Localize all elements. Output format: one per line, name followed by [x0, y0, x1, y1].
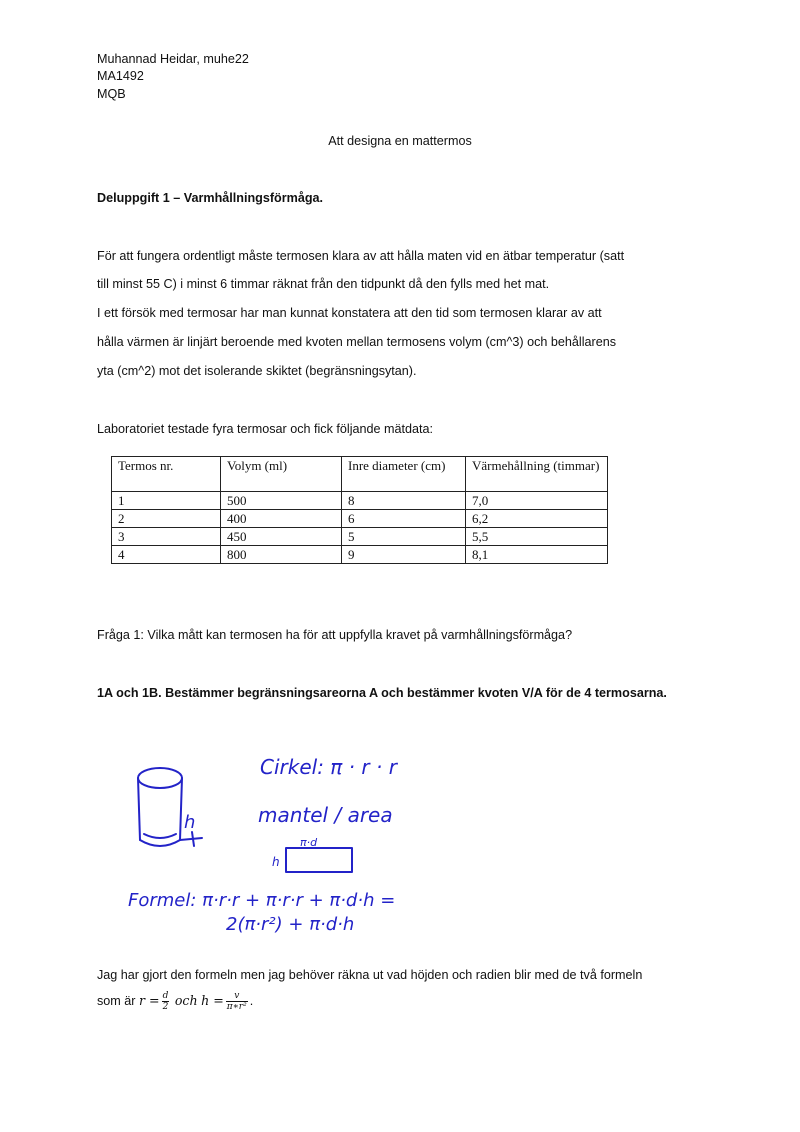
measurement-table — [111, 456, 608, 564]
handwritten-sketch — [110, 742, 500, 942]
intro-line: yta (cm^2) mot det isolerande skiktet (begränsningsytan). — [97, 364, 417, 378]
subtask-heading: Deluppgift 1 – Varmhållningsförmåga. — [97, 191, 324, 205]
och-word: och — [174, 993, 198, 1008]
cylinder-height-label: h — [184, 812, 196, 833]
table-cell: 450 — [221, 528, 342, 546]
table-cell: 6,2 — [466, 510, 608, 528]
table-cell: 5 — [342, 528, 466, 546]
height-numerator: v — [226, 991, 248, 1002]
author-line: Muhannad Heidar, muhe22 — [97, 52, 249, 66]
rectangle-side-label: h — [272, 855, 280, 869]
radius-denominator: 2 — [162, 1002, 169, 1013]
conclusion-line: Jag har gjort den formeln men jag behöver räkna ut vad höjden och radien blir med de två formeln — [97, 968, 643, 982]
table-cell: 9 — [342, 546, 466, 564]
column-header: Volym (ml) — [221, 457, 342, 492]
height-denominator: π∗r² — [226, 1002, 247, 1013]
table-cell: 5,5 — [466, 528, 608, 546]
intro-line: hålla värmen är linjärt beroende med kvoten mellan termosens volym (cm^3) och behållarens — [97, 335, 616, 349]
question-1: Fråga 1: Vilka mått kan termosen ha för att uppfylla kravet på varmhållningsförmåga? — [97, 628, 573, 642]
handwritten-mantel-area: mantel / area — [258, 803, 393, 827]
lab-intro: Laboratoriet testade fyra termosar och fick följande mätdata: — [97, 422, 434, 436]
table-row — [112, 492, 608, 510]
handwritten-circle-formula: Cirkel: π · r · r — [260, 755, 397, 779]
rectangle-top-label: π·d — [300, 836, 318, 849]
intro-line: I ett försök med termosar har man kunnat konstatera att den tid som termosen klarar av att — [97, 306, 602, 320]
table-cell: 4 — [112, 546, 221, 564]
table-row — [112, 510, 608, 528]
formula-line — [97, 989, 253, 1013]
table-row — [112, 546, 608, 564]
table-cell: 800 — [221, 546, 342, 564]
handwritten-formula-line2: 2(π·r²) + π·d·h — [226, 914, 355, 935]
handwritten-formula-line1: Formel: π·r·r + π·r·r + π·d·h = — [128, 890, 396, 911]
document-title: Att designa en mattermos — [328, 134, 472, 148]
table-header-row — [112, 457, 608, 492]
table-cell: 7,0 — [466, 492, 608, 510]
table-cell: 8,1 — [466, 546, 608, 564]
formula-lead: som är — [97, 994, 136, 1008]
intro-line: För att fungera ordentligt måste termosen klara av att hålla maten vid en ätbar temperatur (satt — [97, 249, 625, 263]
formula-end: . — [249, 994, 254, 1008]
program-code: MQB — [97, 87, 126, 101]
section-1ab-heading: 1A och 1B. Bestämmer begränsningsareorna A och bestämmer kvoten V/A för de 4 termosarna. — [97, 686, 667, 700]
column-header: Inre diameter (cm) — [342, 457, 466, 492]
mantel-rectangle — [286, 848, 352, 872]
column-header: Termos nr. — [112, 457, 221, 492]
height-fraction — [226, 991, 248, 1012]
column-header: Värmehållning (timmar) — [466, 457, 608, 492]
course-code: MA1492 — [97, 69, 144, 83]
table-cell: 6 — [342, 510, 466, 528]
radius-numerator: d — [162, 991, 169, 1002]
radius-fraction — [162, 991, 170, 1012]
table-cell: 2 — [112, 510, 221, 528]
table-cell: 8 — [342, 492, 466, 510]
cylinder-sketch — [138, 768, 202, 846]
radius-lhs: r = — [139, 993, 160, 1008]
height-lhs: h = — [201, 993, 224, 1008]
table-cell: 1 — [112, 492, 221, 510]
table-cell: 3 — [112, 528, 221, 546]
table-row — [112, 528, 608, 546]
table-cell: 400 — [221, 510, 342, 528]
table-cell: 500 — [221, 492, 342, 510]
intro-line: till minst 55 C) i minst 6 timmar räknat från den tidpunkt då den fylls med het mat. — [97, 277, 550, 291]
